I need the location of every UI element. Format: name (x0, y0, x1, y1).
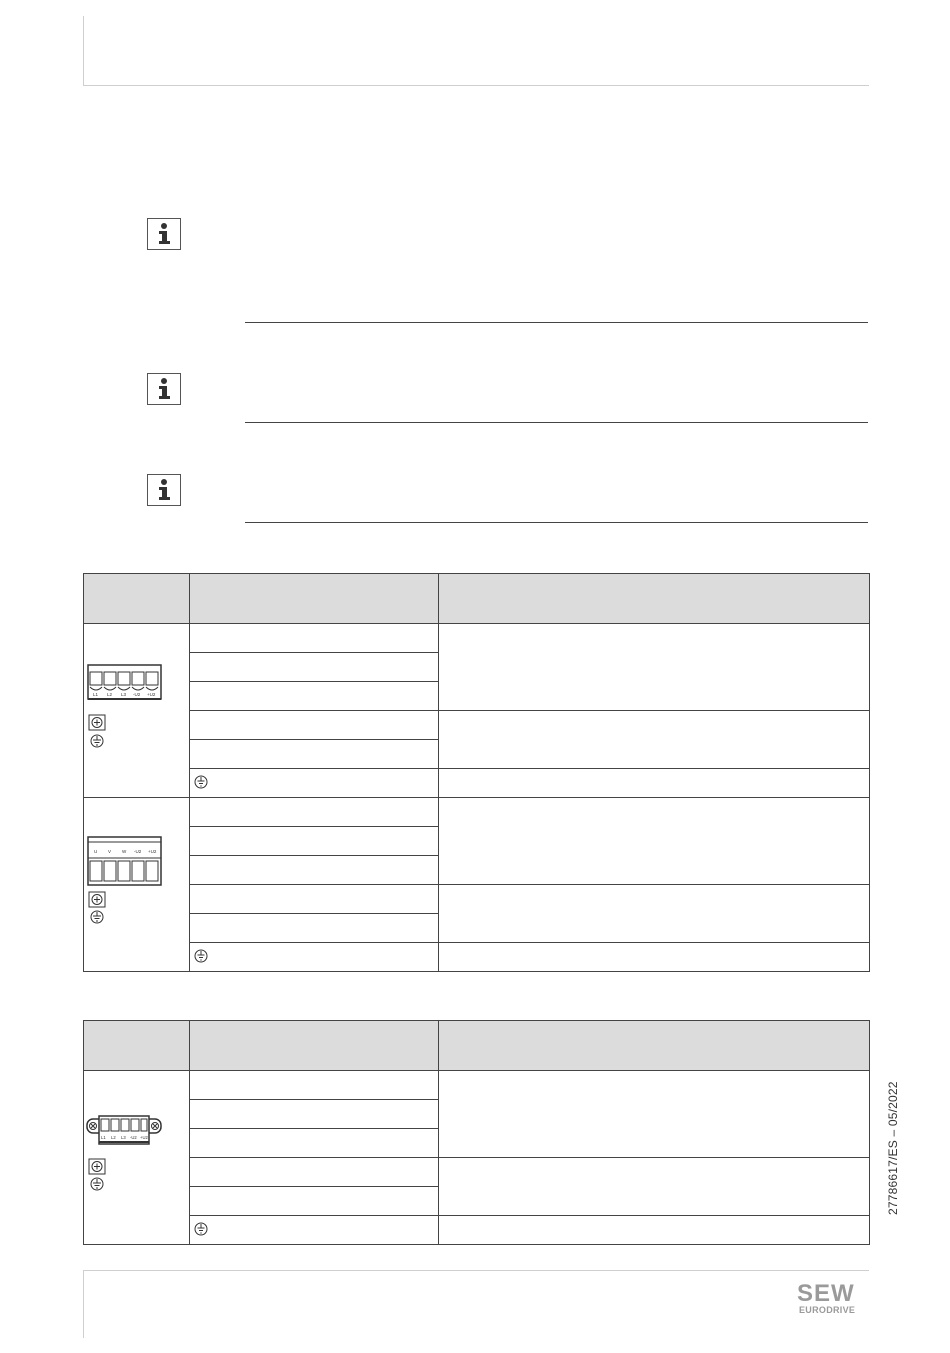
mains-plug-icon (87, 662, 165, 762)
terminal-cell (190, 653, 278, 682)
description-cell (439, 798, 870, 885)
terminal-cell (190, 740, 278, 769)
note-separator (245, 322, 868, 323)
header-cell (278, 1021, 439, 1071)
terminal-table-2 (83, 1020, 870, 1245)
terminal-cell (190, 856, 278, 885)
connector-image-cell (84, 1071, 190, 1245)
info-icon (147, 474, 181, 506)
terminal-cell (278, 885, 439, 914)
header-frame-left (83, 16, 84, 86)
terminal-cell (190, 798, 278, 827)
protective-earth-icon (194, 775, 208, 789)
note-separator (245, 422, 868, 423)
description-cell (439, 943, 870, 972)
terminal-cell (278, 1100, 439, 1129)
sew-logo: SEW (797, 1280, 855, 1307)
terminal-label: W (122, 849, 127, 854)
header-cell (278, 574, 439, 624)
description-cell (439, 1071, 870, 1158)
terminal-label: -U2 (133, 692, 141, 697)
terminal-cell (190, 682, 278, 711)
terminal-label: U (94, 849, 98, 854)
sew-logo-subtitle: EURODRIVE (799, 1305, 856, 1315)
description-cell (439, 624, 870, 711)
terminal-cell (278, 1158, 439, 1187)
terminal-cell (190, 1187, 278, 1216)
terminal-cell (278, 624, 439, 653)
earth-terminal-cell (190, 769, 439, 798)
header-cell (84, 574, 190, 624)
terminal-cell (278, 1129, 439, 1158)
terminal-label: L1 (101, 1135, 106, 1140)
terminal-label: -U2 (134, 849, 142, 854)
description-cell (439, 1158, 870, 1216)
terminal-label: +U2 (140, 1135, 148, 1140)
motor-plug-icon (87, 834, 165, 934)
protective-earth-icon (194, 949, 208, 963)
terminal-cell (278, 711, 439, 740)
terminal-cell (278, 653, 439, 682)
table-row (84, 1071, 870, 1100)
flanged-plug-icon (86, 1113, 164, 1213)
terminal-cell (190, 624, 278, 653)
header-cell (439, 1021, 870, 1071)
terminal-label: L2 (107, 692, 113, 697)
table-header-row (84, 574, 870, 624)
terminal-cell (190, 1158, 278, 1187)
connector-image-cell (84, 624, 190, 798)
terminal-label: +U2 (148, 849, 157, 854)
table-row (84, 1216, 870, 1245)
terminal-label: L3 (121, 1135, 126, 1140)
description-cell (439, 769, 870, 798)
earth-terminal-cell (190, 1216, 439, 1245)
info-icon (147, 373, 181, 405)
protective-earth-icon (194, 1222, 208, 1236)
document-code: 27786617/ES – 05/2022 (886, 1081, 900, 1215)
terminal-cell (190, 885, 278, 914)
info-icon (147, 218, 181, 250)
terminal-table-1 (83, 573, 870, 972)
table-row (84, 711, 870, 740)
table-row (84, 769, 870, 798)
terminal-cell (190, 1100, 278, 1129)
earth-terminal-cell (190, 943, 439, 972)
header-cell (190, 1021, 278, 1071)
terminal-cell (278, 798, 439, 827)
terminal-cell (278, 1187, 439, 1216)
table-row (84, 943, 870, 972)
terminal-label: L3 (121, 692, 127, 697)
table-row (84, 885, 870, 914)
note-separator (245, 522, 868, 523)
terminal-label: V (108, 849, 112, 854)
terminal-label: L2 (111, 1135, 116, 1140)
table-row (84, 798, 870, 827)
terminal-cell (278, 682, 439, 711)
terminal-cell (278, 740, 439, 769)
footer-frame-top (83, 1270, 869, 1271)
terminal-cell (278, 856, 439, 885)
description-cell (439, 711, 870, 769)
terminal-cell (278, 827, 439, 856)
description-cell (439, 885, 870, 943)
table-header-row (84, 1021, 870, 1071)
terminal-cell (190, 1129, 278, 1158)
footer-frame-left (83, 1270, 84, 1338)
description-cell (439, 1216, 870, 1245)
terminal-label: -U2 (130, 1135, 137, 1140)
terminal-label: L1 (93, 692, 99, 697)
terminal-cell (190, 827, 278, 856)
terminal-cell (190, 1071, 278, 1100)
header-cell (84, 1021, 190, 1071)
table-row (84, 1158, 870, 1187)
terminal-cell (190, 711, 278, 740)
connector-image-cell (84, 798, 190, 972)
terminal-cell (278, 914, 439, 943)
terminal-label: +U2 (147, 692, 156, 697)
terminal-cell (278, 1071, 439, 1100)
header-cell (439, 574, 870, 624)
header-cell (190, 574, 278, 624)
table-row (84, 624, 870, 653)
header-frame-bottom (83, 85, 869, 86)
terminal-cell (190, 914, 278, 943)
